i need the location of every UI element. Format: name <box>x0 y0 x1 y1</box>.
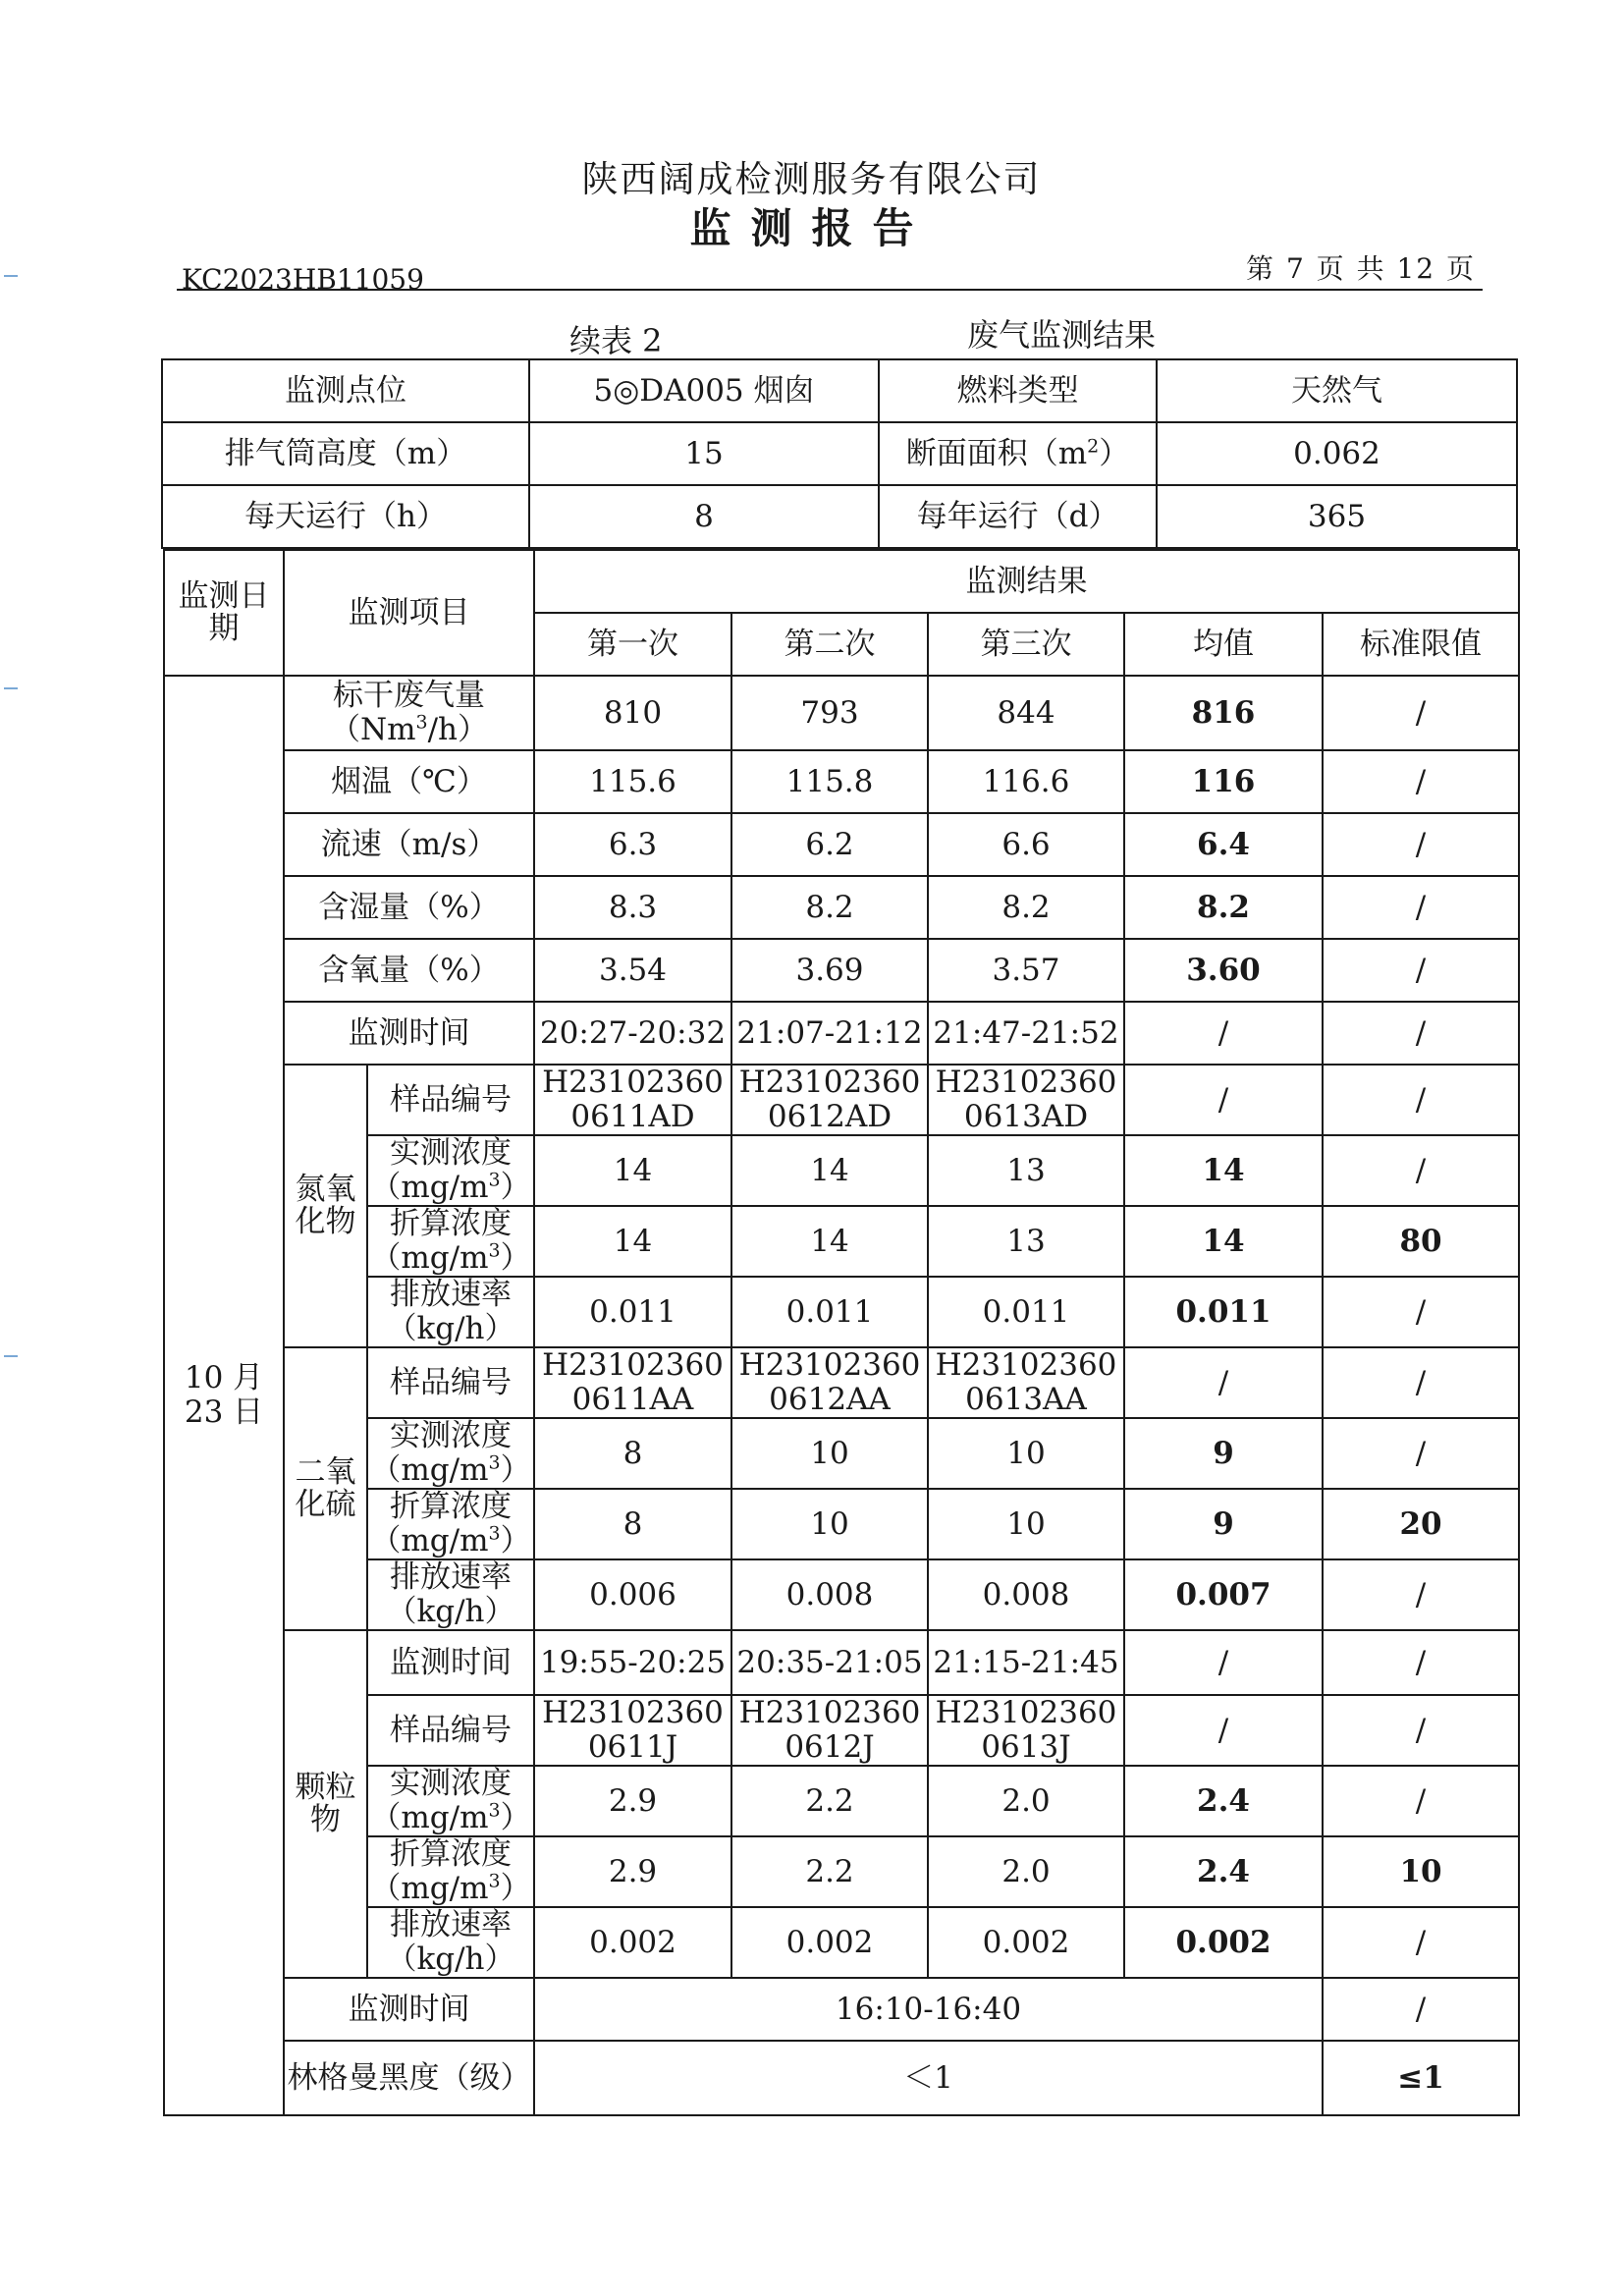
sub-item-label: 样品编号 <box>367 1347 534 1418</box>
group-label: 颗粒物 <box>284 1630 367 1978</box>
table-row <box>164 813 1519 876</box>
limit-cell: / <box>1323 1559 1519 1630</box>
limit-cell: 20 <box>1323 1489 1519 1559</box>
limit-cell: / <box>1323 1695 1519 1766</box>
limit-cell: / <box>1323 939 1519 1002</box>
table-row <box>164 876 1519 939</box>
header-rule <box>177 289 1483 291</box>
value-cell: H23102360 0613AD <box>928 1065 1124 1135</box>
value-cell: 0.011 <box>534 1277 731 1347</box>
value-cell: 3.54 <box>534 939 731 1002</box>
value-cell: 0.002 <box>731 1907 928 1978</box>
item-label: 烟温（℃） <box>284 750 534 813</box>
daily-value: 8 <box>529 485 879 548</box>
table-row <box>164 550 1519 613</box>
sub-item-label: 排放速率（kg/h） <box>367 1907 534 1978</box>
value-cell: 8.3 <box>534 876 731 939</box>
value-cell: 3.69 <box>731 939 928 1002</box>
info-row <box>162 422 1517 485</box>
limit-cell: / <box>1323 676 1519 750</box>
limit-cell: 10 <box>1323 1836 1519 1907</box>
value-cell: 20:35-21:05 <box>731 1630 928 1695</box>
value-cell: 0.011 <box>928 1277 1124 1347</box>
value-cell: 14 <box>534 1135 731 1206</box>
limit-cell: / <box>1323 813 1519 876</box>
area-value: 0.062 <box>1157 422 1517 485</box>
value-cell: 14 <box>534 1206 731 1277</box>
ringelmann-value: ＜1 <box>534 2041 1323 2115</box>
company-name: 陕西阔成检测服务有限公司 <box>581 158 1042 200</box>
continuation-label: 续表 2 <box>569 322 663 359</box>
value-cell: 844 <box>928 676 1124 750</box>
ringelmann-time-label: 监测时间 <box>284 1978 534 2041</box>
mean-cell: 3.60 <box>1124 939 1323 1002</box>
page-number: 第 7 页 共 12 页 <box>1246 252 1476 285</box>
value-cell: 8.2 <box>731 876 928 939</box>
info-row <box>162 359 1517 422</box>
value-cell: 8 <box>534 1489 731 1559</box>
value-cell: 2.2 <box>731 1836 928 1907</box>
value-cell: 115.8 <box>731 750 928 813</box>
mean-cell: 0.007 <box>1124 1559 1323 1630</box>
value-cell: 0.002 <box>928 1907 1124 1978</box>
sub-item-label: 样品编号 <box>367 1065 534 1135</box>
table-row <box>164 939 1519 1002</box>
table-row <box>164 1065 1519 1135</box>
daily-label: 每天运行（h） <box>162 485 529 548</box>
value-cell: 6.2 <box>731 813 928 876</box>
value-cell: 10 <box>928 1489 1124 1559</box>
limit-cell: / <box>1323 1002 1519 1065</box>
value-cell: 20:27-20:32 <box>534 1002 731 1065</box>
mean-cell: / <box>1124 1630 1323 1695</box>
table-row <box>164 1418 1519 1489</box>
height-value: 15 <box>529 422 879 485</box>
limit-cell: / <box>1323 1065 1519 1135</box>
item-label: 含湿量（%） <box>284 876 534 939</box>
fuel-label: 燃料类型 <box>879 359 1157 422</box>
mean-cell: 9 <box>1124 1489 1323 1559</box>
limit-cell: 80 <box>1323 1206 1519 1277</box>
table-row <box>164 1135 1519 1206</box>
info-table <box>161 358 1518 549</box>
sub-item-label: 实测浓度$(mg/m^3)$ <box>367 1135 534 1206</box>
value-cell: H23102360 0612AD <box>731 1065 928 1135</box>
table-row <box>164 1907 1519 1978</box>
mean-cell: 14 <box>1124 1135 1323 1206</box>
value-cell: H23102360 0611AD <box>534 1065 731 1135</box>
value-cell: 116.6 <box>928 750 1124 813</box>
value-cell: 21:47-21:52 <box>928 1002 1124 1065</box>
mean-cell: 0.002 <box>1124 1907 1323 1978</box>
limit-cell: / <box>1323 876 1519 939</box>
value-cell: 810 <box>534 676 731 750</box>
value-cell: 21:07-21:12 <box>731 1002 928 1065</box>
sub-item-label: 样品编号 <box>367 1695 534 1766</box>
column-header: 第二次 <box>731 613 928 676</box>
value-cell: H23102360 0613J <box>928 1695 1124 1766</box>
group-label: 二氧化硫 <box>284 1347 367 1630</box>
item-label: 含氧量（%） <box>284 939 534 1002</box>
limit-cell: / <box>1323 1135 1519 1206</box>
table-row <box>164 1489 1519 1559</box>
value-cell: 6.6 <box>928 813 1124 876</box>
value-cell: 8.2 <box>928 876 1124 939</box>
value-cell: 8 <box>534 1418 731 1489</box>
value-cell: 2.9 <box>534 1766 731 1836</box>
table-row <box>164 1630 1519 1695</box>
column-header: 第三次 <box>928 613 1124 676</box>
scan-mark <box>4 275 18 277</box>
sub-item-label: 实测浓度$(mg/m^3)$ <box>367 1418 534 1489</box>
date-header: 监测日期 <box>164 550 284 676</box>
yearly-value: 365 <box>1157 485 1517 548</box>
table-row <box>164 750 1519 813</box>
mean-cell: 2.4 <box>1124 1836 1323 1907</box>
area-label: 断面面积$(m^2)$ <box>879 422 1157 485</box>
item-label: 流速（m/s） <box>284 813 534 876</box>
item-header: 监测项目 <box>284 550 534 676</box>
value-cell: 10 <box>731 1418 928 1489</box>
value-cell: H23102360 0611J <box>534 1695 731 1766</box>
value-cell: 3.57 <box>928 939 1124 1002</box>
value-cell: 2.0 <box>928 1766 1124 1836</box>
mean-cell: / <box>1124 1065 1323 1135</box>
mean-cell: / <box>1124 1347 1323 1418</box>
value-cell: 0.008 <box>731 1559 928 1630</box>
value-cell: H23102360 0612J <box>731 1695 928 1766</box>
mean-cell: 0.011 <box>1124 1277 1323 1347</box>
column-header: 均值 <box>1124 613 1323 676</box>
value-cell: H23102360 0612AA <box>731 1347 928 1418</box>
height-label: 排气筒高度（m） <box>162 422 529 485</box>
monitor-date: 10 月 23 日 <box>164 676 284 2115</box>
results-table <box>163 549 1520 2116</box>
table-row <box>164 1978 1519 2041</box>
results-header: 监测结果 <box>534 550 1519 613</box>
value-cell: 10 <box>731 1489 928 1559</box>
sub-item-label: 排放速率（kg/h） <box>367 1559 534 1630</box>
limit-cell: / <box>1323 1907 1519 1978</box>
column-header: 第一次 <box>534 613 731 676</box>
value-cell: 19:55-20:25 <box>534 1630 731 1695</box>
value-cell: H23102360 0613AA <box>928 1347 1124 1418</box>
value-cell: H23102360 0611AA <box>534 1347 731 1418</box>
value-cell: 13 <box>928 1206 1124 1277</box>
point-label: 监测点位 <box>162 359 529 422</box>
table-row <box>164 676 1519 750</box>
mean-cell: 8.2 <box>1124 876 1323 939</box>
table-row <box>164 1559 1519 1630</box>
report-title: 监测报告 <box>689 204 934 252</box>
item-label: 标干废气量（Nm$^3$/h） <box>284 676 534 750</box>
mean-cell: 816 <box>1124 676 1323 750</box>
ringelmann-time-value: 16:10-16:40 <box>534 1978 1323 2041</box>
table-row <box>164 1347 1519 1418</box>
value-cell: 0.011 <box>731 1277 928 1347</box>
value-cell: 21:15-21:45 <box>928 1630 1124 1695</box>
yearly-label: 每年运行（d） <box>879 485 1157 548</box>
value-cell: 115.6 <box>534 750 731 813</box>
limit-cell: / <box>1323 750 1519 813</box>
ringelmann-label: 林格曼黑度（级） <box>284 2041 534 2115</box>
point-value: 5◎DA005 烟囱 <box>529 359 879 422</box>
limit-cell: / <box>1323 1766 1519 1836</box>
value-cell: 14 <box>731 1135 928 1206</box>
column-header: 标准限值 <box>1323 613 1519 676</box>
item-label: 监测时间 <box>284 1002 534 1065</box>
mean-cell: 116 <box>1124 750 1323 813</box>
limit-cell: / <box>1323 1630 1519 1695</box>
value-cell: 2.9 <box>534 1836 731 1907</box>
table-row <box>164 2041 1519 2115</box>
scan-mark <box>4 687 18 689</box>
sub-item-label: 折算浓度$(mg/m^3)$ <box>367 1489 534 1559</box>
table-row <box>164 1766 1519 1836</box>
mean-cell: 14 <box>1124 1206 1323 1277</box>
mean-cell: 9 <box>1124 1418 1323 1489</box>
value-cell: 14 <box>731 1206 928 1277</box>
report-number: KC2023HB11059 <box>182 263 424 296</box>
value-cell: 6.3 <box>534 813 731 876</box>
limit-cell: / <box>1323 1978 1519 2041</box>
table-row <box>164 1836 1519 1907</box>
section-title: 废气监测结果 <box>967 316 1157 354</box>
fuel-value: 天然气 <box>1157 359 1517 422</box>
sub-item-label: 排放速率（kg/h） <box>367 1277 534 1347</box>
scan-mark <box>4 1355 18 1357</box>
limit-cell: / <box>1323 1418 1519 1489</box>
mean-cell: 6.4 <box>1124 813 1323 876</box>
mean-cell: / <box>1124 1695 1323 1766</box>
value-cell: 2.2 <box>731 1766 928 1836</box>
limit-cell: ≤1 <box>1323 2041 1519 2115</box>
mean-cell: / <box>1124 1002 1323 1065</box>
group-label: 氮氧化物 <box>284 1065 367 1347</box>
limit-cell: / <box>1323 1347 1519 1418</box>
limit-cell: / <box>1323 1277 1519 1347</box>
value-cell: 793 <box>731 676 928 750</box>
table-row <box>164 1695 1519 1766</box>
sub-item-label: 折算浓度$(mg/m^3)$ <box>367 1836 534 1907</box>
sub-item-label: 实测浓度$(mg/m^3)$ <box>367 1766 534 1836</box>
value-cell: 13 <box>928 1135 1124 1206</box>
table-row <box>164 1002 1519 1065</box>
value-cell: 2.0 <box>928 1836 1124 1907</box>
sub-item-label: 监测时间 <box>367 1630 534 1695</box>
value-cell: 0.006 <box>534 1559 731 1630</box>
value-cell: 10 <box>928 1418 1124 1489</box>
mean-cell: 2.4 <box>1124 1766 1323 1836</box>
table-row <box>164 1277 1519 1347</box>
sub-item-label: 折算浓度$(mg/m^3)$ <box>367 1206 534 1277</box>
value-cell: 0.002 <box>534 1907 731 1978</box>
table-row <box>164 1206 1519 1277</box>
value-cell: 0.008 <box>928 1559 1124 1630</box>
info-row <box>162 485 1517 548</box>
